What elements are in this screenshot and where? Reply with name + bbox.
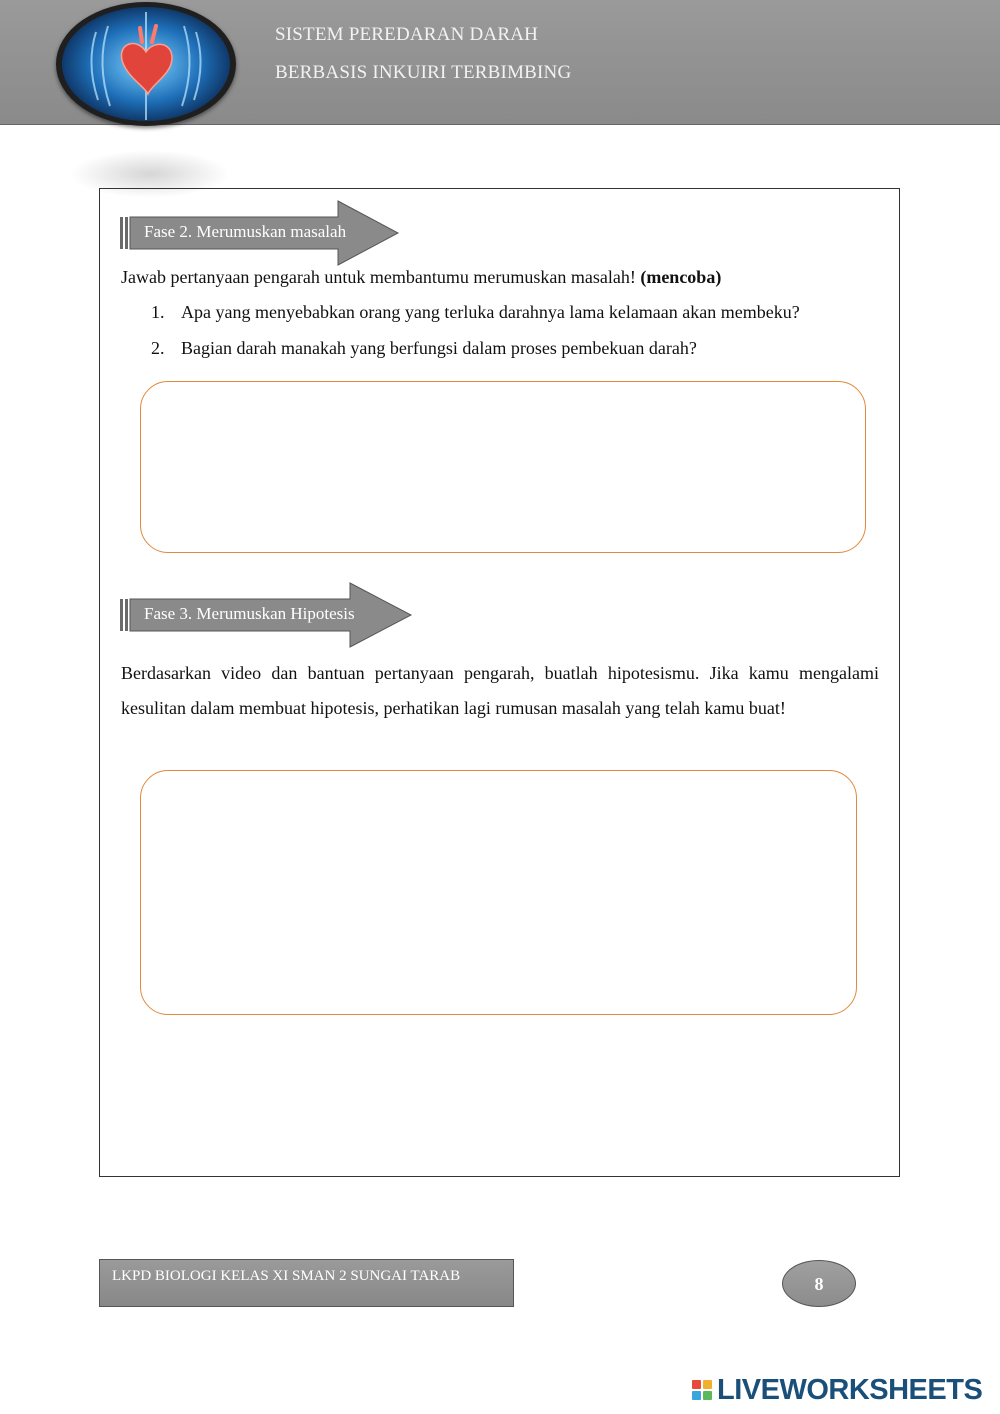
phase2-instruction-bold: (mencoba) [640,267,722,287]
phase3-instruction: Berdasarkan video dan bantuan pertanyaan pengarah, buatlah hipotesismu. Jika kamu mengalami kesulitan dalam membuat hipotesis, perhatikan lagi rumusan masalah yang telah kamu buat! [121,663,879,718]
brand-name: LIVEWORKSHEETS [717,1373,983,1406]
liveworksheets-logo [692,1372,982,1408]
header-title: SISTEM PEREDARAN DARAH [275,24,539,45]
header-subtitle: BERBASIS INKUIRI TERBIMBING [275,62,572,83]
page-number: 8 [782,1260,856,1307]
brand-tiles-icon [692,1380,712,1400]
phase3-banner [120,582,414,648]
phase3-answer-box[interactable] [140,770,857,1015]
question-number: 1. [151,302,165,322]
question-text: Apa yang menyebabkan orang yang terluka darahnya lama kelamaan akan membeku? [181,302,800,322]
phase3-banner-label: Fase 3. Merumuskan Hipotesis [144,604,355,623]
question-1 [151,302,881,326]
question-number: 2. [151,338,165,358]
phase2-answer-box[interactable] [140,381,866,553]
footer-label: LKPD BIOLOGI KELAS XI SMAN 2 SUNGAI TARAB [99,1259,514,1307]
question-text: Bagian darah manakah yang berfungsi dalam proses pembekuan darah? [181,338,697,358]
phase2-banner [120,200,400,266]
phase2-banner-label: Fase 2. Merumuskan masalah [144,222,347,241]
question-2 [151,338,881,362]
heart-anatomy-icon [56,2,236,126]
page-header [0,0,1000,125]
phase2-instruction-text: Jawab pertanyaan pengarah untuk membantumu merumuskan masalah! [121,267,641,287]
phase2-instruction [121,260,881,295]
